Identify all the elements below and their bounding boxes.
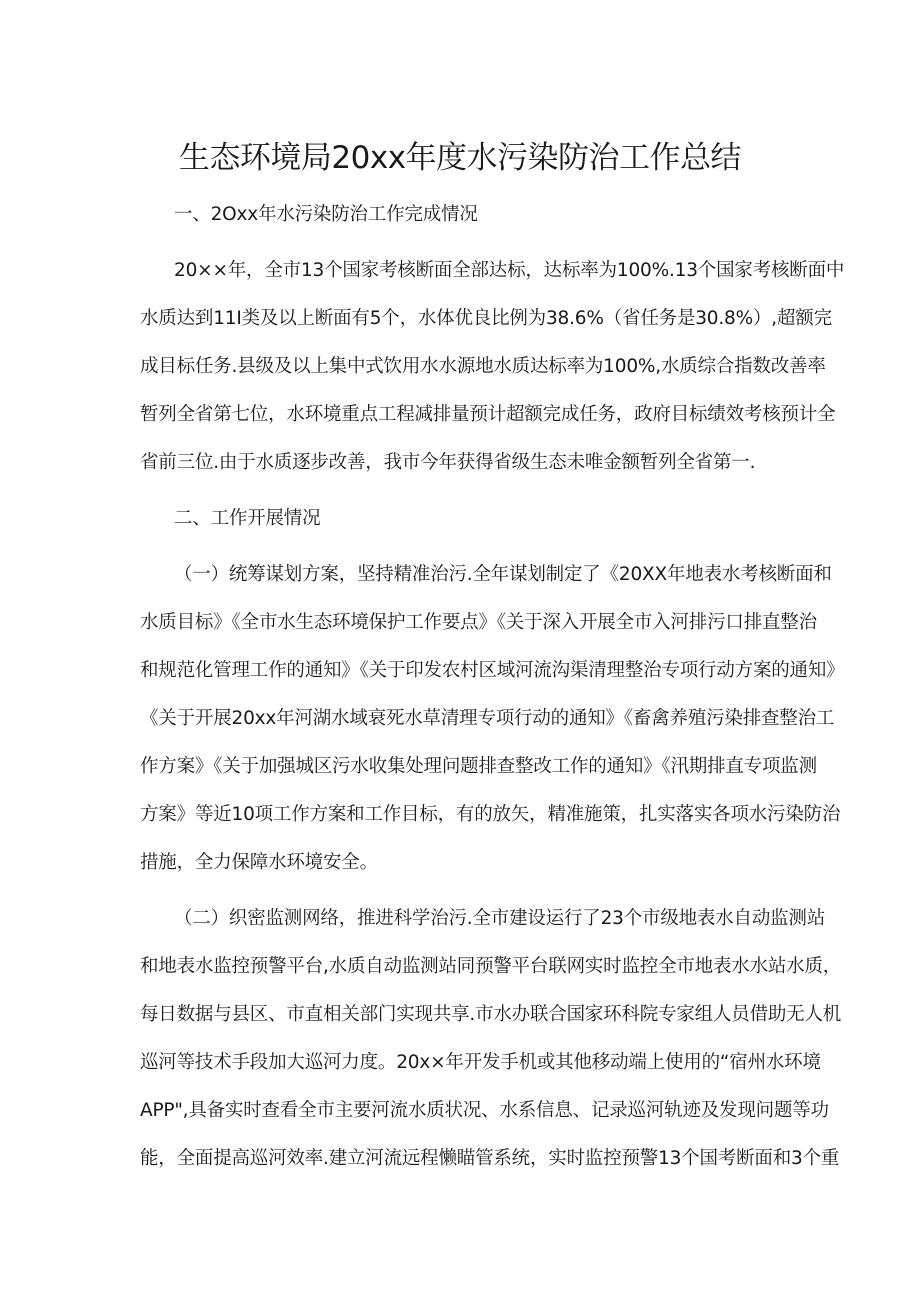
paragraph-line: 和地表水监控预警平台,水质自动监测站同预警平台联网实时监控全市地表水水站水质，: [140, 956, 842, 977]
paragraph-line: 方案》等近10项工作方案和工作目标，有的放矢，精准施策，扎实落实各项水污染防治: [140, 804, 841, 825]
paragraph-line: 每日数据与县区、市直相关部门实现共享.市水办联合国家环科院专家组人员借助无人机: [140, 1004, 842, 1025]
paragraph-line: （二）织密监测网络，推进科学治污.全市建设运行了23个市级地表水自动监测站: [174, 908, 826, 929]
paragraph-line: 和规范化管理工作的通知》《关于印发农村区域河流沟渠清理整治专项行动方案的通知》: [140, 660, 845, 681]
paragraph-line: APP",具备实时查看全市主要河流水质状况、水系信息、记录巡河轨迹及发现问题等功: [140, 1100, 829, 1121]
paragraph-line: 作方案》《关于加强城区污水收集处理问题排查整改工作的通知》《汛期排直专项监测: [140, 756, 817, 777]
paragraph-line: 成目标任务.县级及以上集中式饮用水水源地水质达标率为100%,水质综合指数改善率: [140, 356, 826, 377]
paragraph-line: 水质达到11I类及以上断面有5个，水体优良比例为38.6%（省任务是30.8%）,超额完: [140, 308, 832, 329]
paragraph-line: 20××年，全市13个国家考核断面全部达标，达标率为100%.13个国家考核断面中: [174, 260, 845, 281]
document-title: 生态环境局20xx年度水污染防治工作总结: [178, 140, 742, 176]
paragraph-line: 水质目标》《全市水生态环境保护工作要点》《关于深入开展全市入河排污口排直整治: [140, 612, 817, 633]
section-heading-2: 二、工作开展情况: [174, 508, 321, 529]
paragraph-line: （一）统筹谋划方案，坚持精准治污.全年谋划制定了《20XX年地表水考核断面和: [174, 564, 832, 585]
paragraph-line: 能，全面提高巡河效率.建立河流远程懒瞄管系统，实时监控预警13个国考断面和3个重: [140, 1148, 840, 1169]
section-heading-1: 一、2Oxx年水污染防治工作完成情况: [174, 204, 478, 225]
paragraph-line: 省前三位.由于水质逐步改善，我市今年获得省级生态未唯金额暂列全省第一.: [140, 452, 756, 473]
paragraph-line: 措施，全力保障水环境安全。: [140, 852, 378, 873]
paragraph-line: 暂列全省第七位，水环境重点工程减排量预计超额完成任务，政府目标绩效考核预计全: [140, 404, 836, 425]
paragraph-line: 《关于开展20xx年河湖水域衰死水草清理专项行动的通知》《畜禽养殖污染排查整治工: [140, 708, 835, 729]
paragraph-line: 巡河等技术手段加大巡河力度。20x×年开发手机或其他移动端上使用的“宿州水环境: [140, 1052, 821, 1073]
